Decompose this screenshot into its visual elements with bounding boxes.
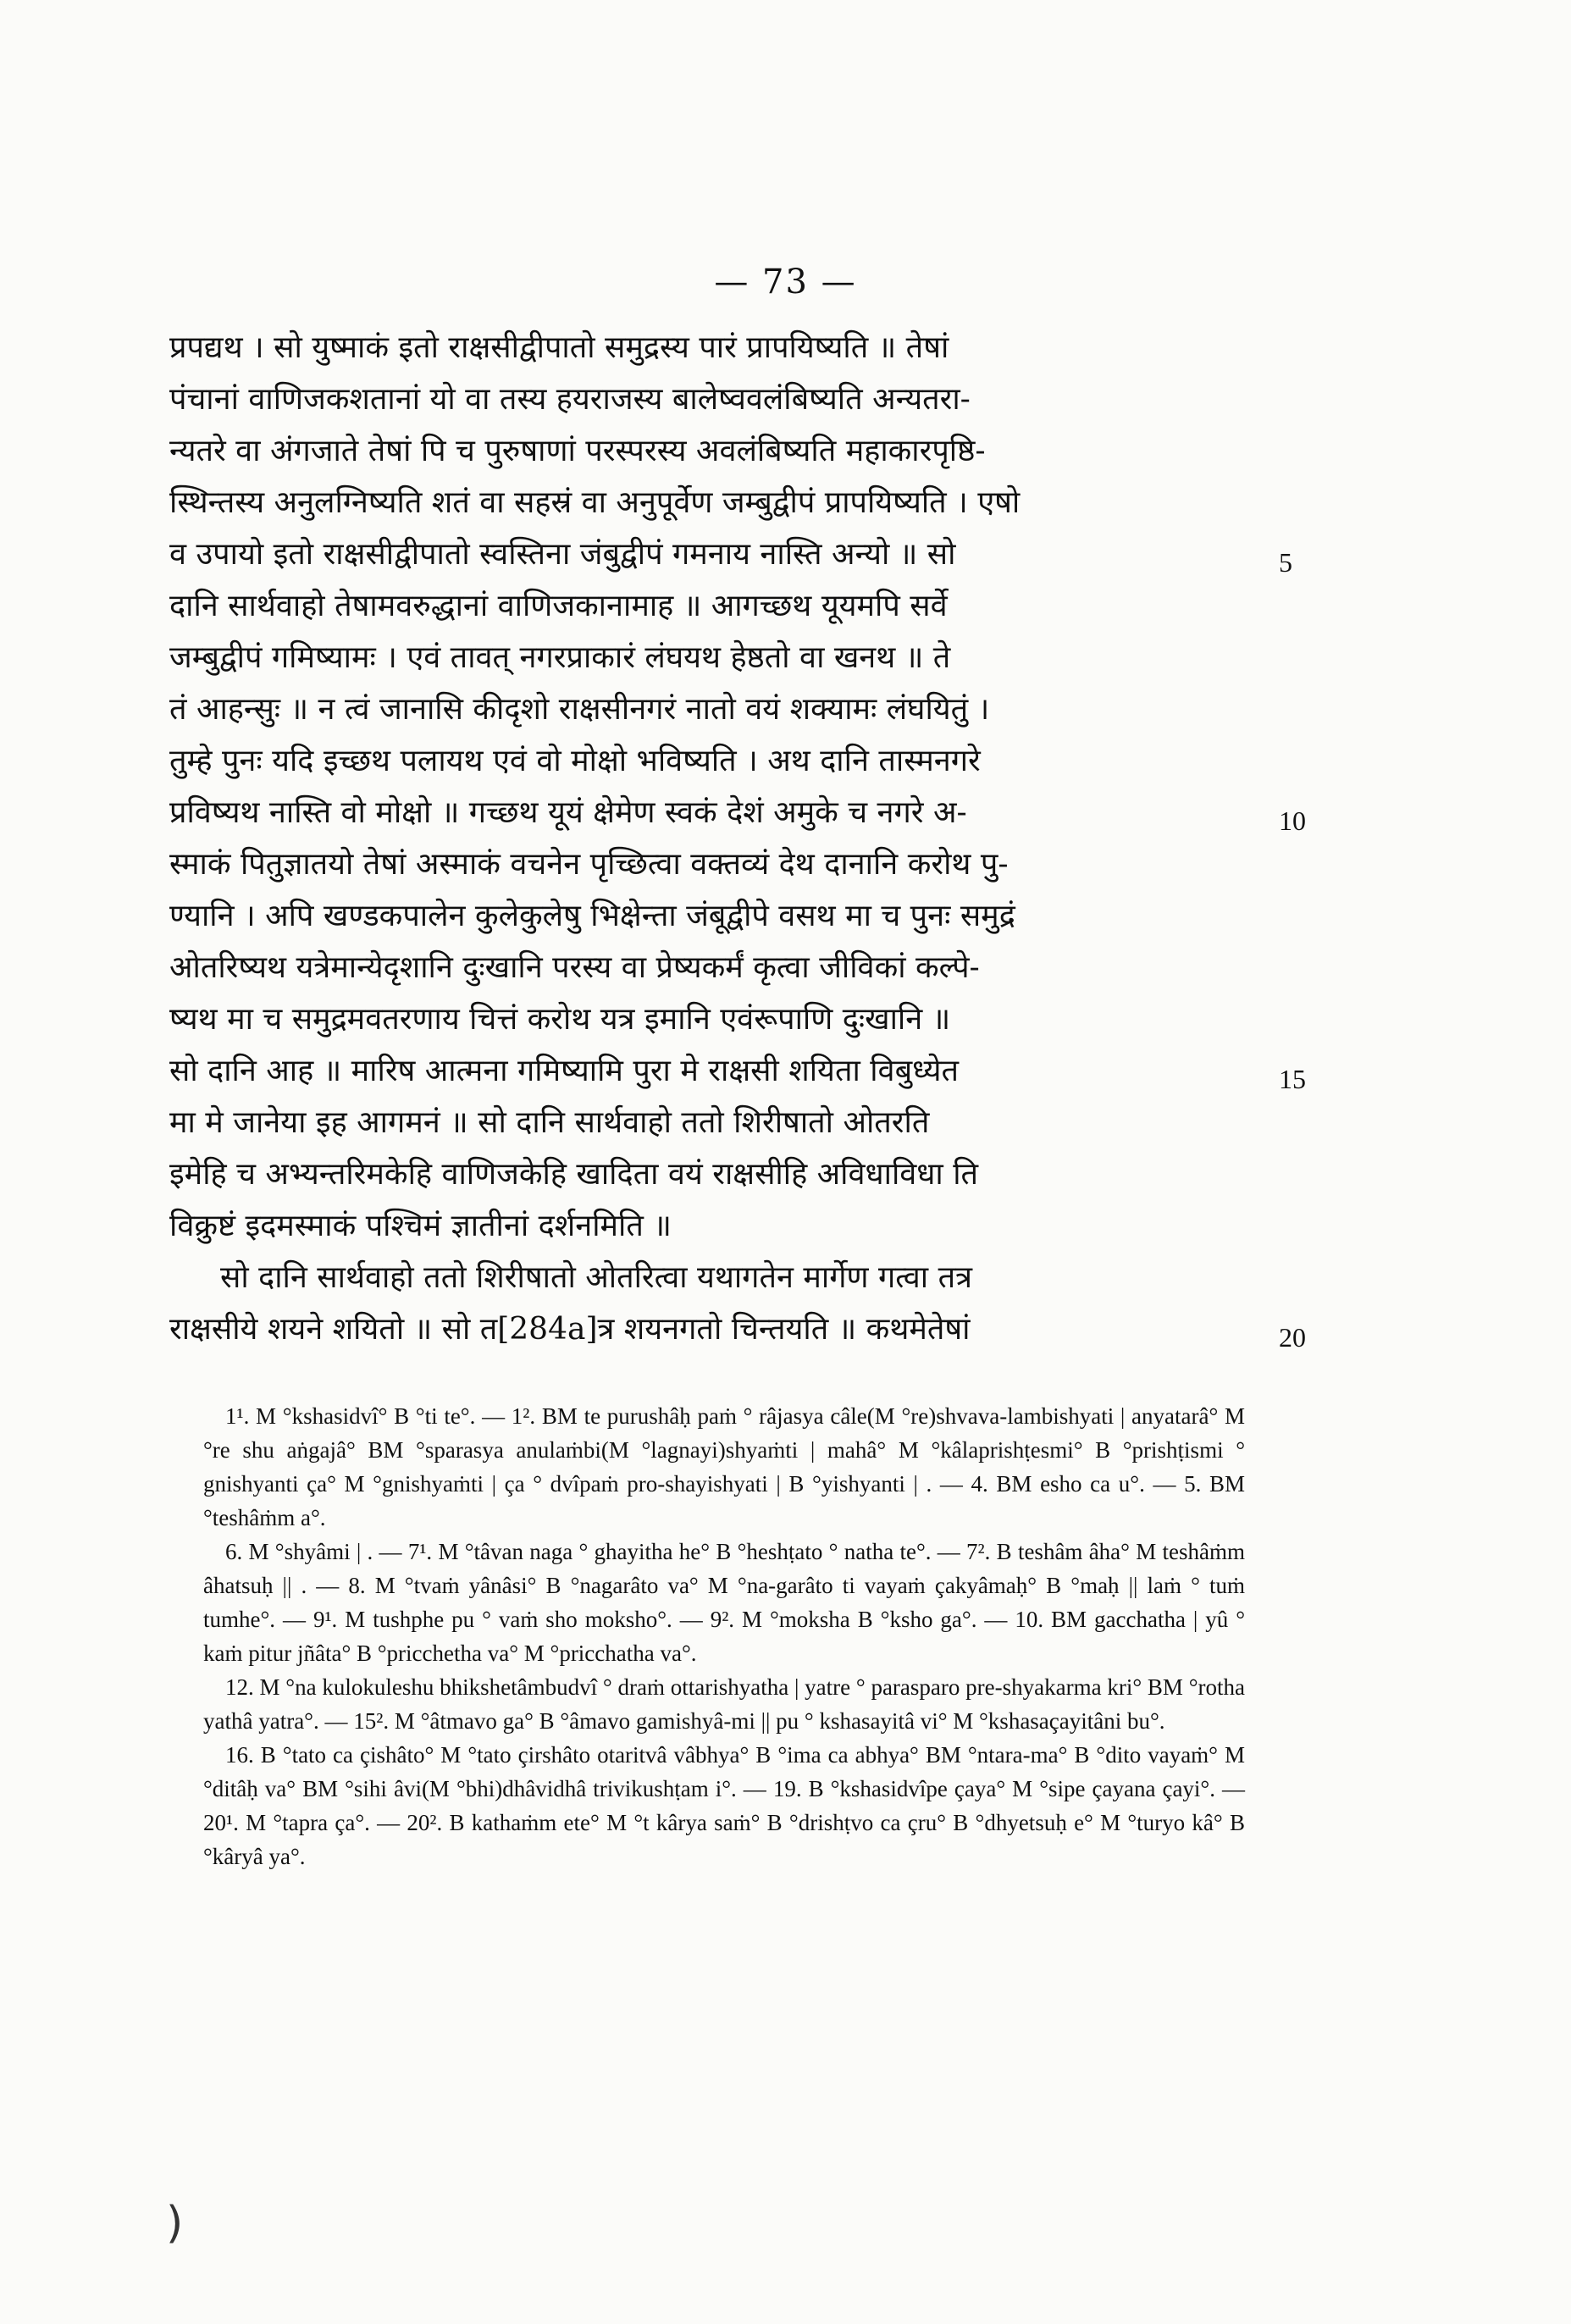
line-text: राक्षसीये शयने शयितो ॥ सो त[284a]त्र शयनगतो चिन्तयति ॥ कथमेतेषां	[169, 1312, 971, 1347]
footnote-paragraph: 1¹. M °kshasidvî° B °ti te°. — 1². BM te purushâḥ paṁ ° râjasya câle(M °re)shvava-lambishyati | anyatarâ° M °re shu aṅgajâ° BM °sparasya anulaṁbi(M °lagnayi)shyaṁti | mahâ° M °kâlaprishṭesmi° B °prishṭismi ° gnishyanti ça° M °gnishyaṁti | ça ° dvîpaṁ pro-shayishyati | B °yishyanti | . — 4. BM esho ca u°. — 5. BM °teshâṁm a°.	[203, 1403, 1245, 1530]
text-line	[169, 735, 1304, 787]
text-line	[169, 1097, 1304, 1148]
text-line	[169, 1148, 1304, 1200]
footnote-paragraph: 16. B °tato ca çishâto° M °tato çirshâto otaritvâ vâbhya° B °ima ca abhya° BM °ntara-ma° B °dito vayaṁ° M °ditâḥ va° BM °sihi âvi(M °bhi)dhâvidhâ trivikushṭam i°. — 19. B °kshasidvîpe çaya° M °sipe çayana çayi°. — 20¹. M °tapra ça°. — 20². B kathaṁm ete° M °t kârya saṁ° B °drishṭvo ca çru° B °dhyetsuḥ e° M °turyo kâ° B °kâryâ ya°.	[203, 1742, 1245, 1869]
text-line	[169, 1045, 1304, 1097]
footnote-paragraph: 6. M °shyâmi | . — 7¹. M °tâvan naga ° ghayitha he° B °heshṭato ° natha te°. — 7². B teshâm âha° M teshâṁm âhatsuḥ || . — 8. M °tvaṁ yânâsi° B °nagarâto va° M °na-garâto ti vayaṁ çakyâmaḥ° B °maḥ || laṁ ° tuṁ tumhe°. — 9¹. M tushphe pu ° vaṁ sho moksho°. — 9². M °moksha B °ksho ga°. — 10. BM gacchatha | yû ° kaṁ pitur jñâta° B °pricchetha va° M °pricchatha va°.	[203, 1539, 1245, 1666]
text-line	[169, 1252, 1304, 1303]
text-line	[169, 528, 1304, 580]
line-number-5: 5	[1279, 547, 1292, 578]
line-number-10: 10	[1279, 805, 1306, 836]
main-text-block	[169, 322, 1304, 1355]
line-text: प्रविष्यथ नास्ति वो मोक्षो ॥ गच्छथ यूयं क्षेमेण स्वकं देशं अमुके च नगरे अ-	[169, 795, 967, 830]
line-text: ष्यथ मा च समुद्रमवतरणाय चित्तं करोथ यत्र इमानि एवंरूपाणि दुःखानि ॥	[169, 1002, 951, 1037]
line-text: व उपायो इतो राक्षसीद्वीपातो स्वस्तिना जंबुद्वीपं गमनाय नास्ति अन्यो ॥ सो	[169, 537, 956, 572]
text-line	[169, 942, 1304, 993]
text-line	[169, 838, 1304, 890]
line-text: सो दानि आह ॥ मारिष आत्मना गमिष्यामि पुरा मे राक्षसी शयिता विबुध्येत	[169, 1054, 960, 1088]
line-text: ण्यानि । अपि खण्डकपालेन कुलेकुलेषु भिक्षेन्ता जंबूद्वीपे वसथ मा च पुनः समुद्रं	[169, 899, 1015, 933]
line-number-20: 20	[1279, 1322, 1306, 1353]
text-line	[169, 683, 1304, 735]
text-line	[169, 632, 1304, 683]
text-line	[169, 1303, 1304, 1355]
line-text: इमेहि च अभ्यन्तरिमकेहि वाणिजकेहि खादिता वयं राक्षसीहि अविधाविधा ति	[169, 1157, 979, 1192]
line-text: मा मे जानेया इह आगमनं ॥ सो दानि सार्थवाहो ततो शिरीषातो ओतरति	[169, 1105, 930, 1140]
text-line	[169, 322, 1304, 374]
text-line	[169, 425, 1304, 477]
page-number: — 73 —	[714, 263, 857, 302]
line-text: प्रपद्यथ । सो युष्माकं इतो राक्षसीद्वीपातो समुद्रस्य पारं प्रापयिष्यति ॥ तेषां	[169, 330, 949, 365]
line-text: विक्रुष्टं इदमस्माकं पश्चिमं ज्ञातीनां दर्शनमिति ॥	[169, 1209, 672, 1243]
line-text: ओतरिष्यथ यत्रेमान्येदृशानि दुःखानि परस्य वा प्रेष्यकर्मं कृत्वा जीविकां कल्पे-	[169, 950, 980, 985]
line-text: पंचानां वाणिजकशतानां यो वा तस्य हयराजस्य बालेष्ववलंबिष्यति अन्यतरा-	[169, 382, 971, 417]
footnotes	[203, 1399, 1245, 1873]
line-text: सो दानि सार्थवाहो ततो शिरीषातो ओतरित्वा यथागतेन मार्गेण गत्वा तत्र	[220, 1260, 972, 1295]
line-text: स्माकं पितुज्ञातयो तेषां अस्माकं वचनेन पृच्छित्वा वक्तव्यं देथ दानानि करोथ पु-	[169, 847, 1009, 882]
margin-mark: )	[166, 2198, 184, 2249]
line-number-15: 15	[1279, 1064, 1306, 1094]
line-text: जम्बुद्वीपं गमिष्यामः । एवं तावत् नगरप्राकारं लंघयथ हेष्ठतो वा खनथ ॥ ते	[169, 640, 951, 675]
text-line	[169, 374, 1304, 425]
text-line	[169, 1200, 1304, 1252]
line-text: न्यतरे वा अंगजाते तेषां पि च पुरुषाणां परस्परस्य अवलंबिष्यति महाकारपृष्ठि-	[169, 434, 986, 468]
text-line	[169, 993, 1304, 1045]
footnote-paragraph: 12. M °na kulokuleshu bhikshetâmbudvî ° draṁ ottarishyatha | yatre ° parasparo pre-shyakarma kri° BM °rotha yathâ yatra°. — 15². M °âtmavo ga° B °âmavo gamishyâ-mi || pu ° kshasayitâ vi° M °kshasaçayitâni bu°.	[203, 1674, 1245, 1734]
line-text: तं आहन्सुः ॥ न त्वं जानासि कीदृशो राक्षसीनगरं नातो वयं शक्यामः लंघयितुं ।	[169, 692, 990, 727]
text-line	[169, 890, 1304, 942]
text-line	[169, 580, 1304, 632]
text-line	[169, 477, 1304, 528]
line-text: तुम्हे पुनः यदि इच्छथ पलायथ एवं वो मोक्षो भविष्यति । अथ दानि तास्मनगरे	[169, 744, 981, 778]
text-line	[169, 787, 1304, 838]
line-text: दानि सार्थवाहो तेषामवरुद्धानां वाणिजकानामाह ॥ आगच्छथ यूयमपि सर्वे	[169, 589, 948, 623]
line-text: स्थिन्तस्य अनुलग्निष्यति शतं वा सहस्रं वा अनुपूर्वेण जम्बुद्वीपं प्रापयिष्यति । एषो	[169, 485, 1021, 520]
